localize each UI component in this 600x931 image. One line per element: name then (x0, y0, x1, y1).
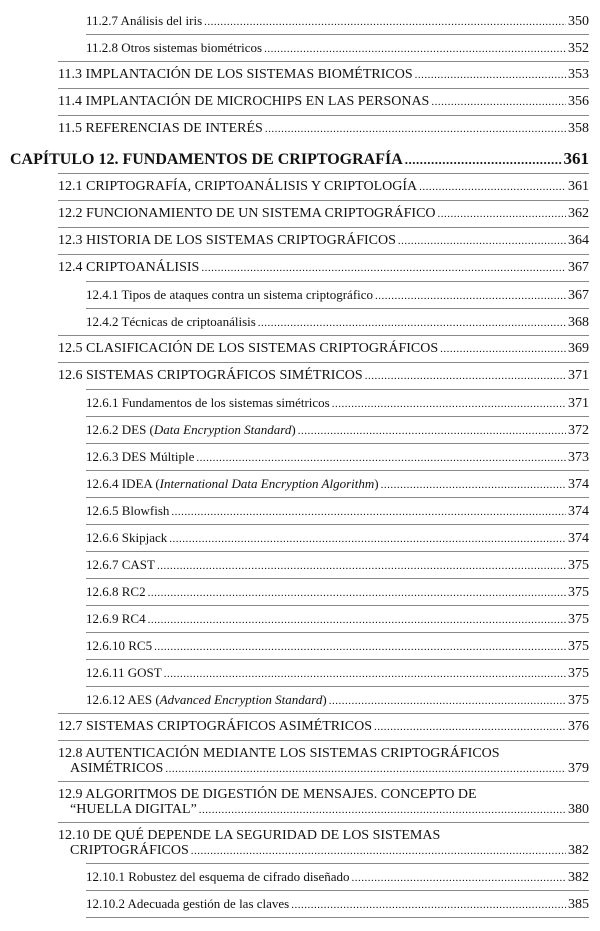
toc-entry-title: 12.4.2 Técnicas de criptoanálisis (86, 314, 256, 329)
toc-entry (86, 13, 589, 30)
toc-entry-title-cont: CRIPTOGRÁFICOS (70, 843, 189, 858)
dot-leader (199, 803, 566, 818)
dot-leader (164, 667, 566, 682)
row-divider (86, 281, 589, 282)
toc-entry-page: 375 (568, 585, 589, 600)
row-divider (86, 308, 589, 309)
toc-entry (86, 40, 589, 57)
toc-entry-page: 374 (568, 504, 589, 519)
toc-entry-title: 12.7 SISTEMAS CRIPTOGRÁFICOS ASIMÉTRICOS (58, 719, 373, 734)
toc-entry (58, 121, 589, 137)
dot-leader (264, 42, 566, 57)
toc-entry (58, 828, 589, 859)
row-divider (86, 863, 589, 864)
toc-entry (58, 260, 589, 276)
row-divider (58, 362, 589, 363)
toc-entry-page: 374 (568, 477, 589, 492)
row-divider (58, 254, 589, 255)
toc-entry-title: 12.8 AUTENTICACIÓN MEDIANTE LOS SISTEMAS CRIPTOGRÁFICOS (58, 746, 500, 761)
toc-entry (86, 692, 589, 709)
toc-entry-title: 12.6 SISTEMAS CRIPTOGRÁFICOS SIMÉTRICOS (58, 368, 363, 383)
toc-entry-title: 12.6.5 Blowfish (86, 503, 170, 518)
row-divider (58, 781, 589, 782)
row-divider (86, 659, 589, 660)
toc-entry (58, 94, 589, 110)
row-divider (58, 61, 589, 62)
toc-entry-title: 11.2.7 Análisis del iris (86, 13, 203, 28)
toc-entry (86, 395, 589, 412)
toc-entry-page: 362 (568, 206, 589, 221)
toc-entry-page: 369 (568, 341, 589, 356)
row-divider (86, 470, 589, 471)
toc-entry-page: 368 (568, 315, 589, 330)
chapter-page: 361 (563, 149, 589, 168)
toc-entry-title: 12.6.1 Fundamentos de los sistemas simétricos (86, 395, 330, 410)
dot-leader (201, 261, 566, 276)
toc-entry (86, 665, 589, 682)
dot-leader (169, 532, 566, 547)
dot-leader (405, 152, 562, 167)
toc-entry-page: 352 (568, 41, 589, 56)
toc-entry-title: 12.6.7 CAST (86, 557, 155, 572)
toc-entry (58, 233, 589, 249)
dot-leader (265, 122, 566, 137)
dot-leader (381, 478, 566, 493)
title-suffix: ) (374, 476, 379, 491)
toc-entry (86, 530, 589, 547)
row-divider (58, 227, 589, 228)
toc-entry (58, 719, 589, 735)
title-italic: International Data Encryption Algorithm (159, 476, 375, 491)
dot-leader (352, 871, 566, 886)
chapter-heading (10, 151, 589, 167)
dot-leader (258, 316, 566, 331)
toc-entry-page: 375 (568, 693, 589, 708)
dot-leader (419, 180, 566, 195)
toc-entry-title: 12.6.11 GOST (86, 665, 162, 680)
toc-entry-title: 12.4.1 Tipos de ataques contra un sistema criptográfico (86, 287, 374, 302)
dot-leader (154, 640, 566, 655)
toc-entry-page: 375 (568, 666, 589, 681)
dot-leader (332, 397, 566, 412)
toc-entry-page: 379 (568, 761, 589, 776)
row-divider (86, 605, 589, 606)
toc-entry-page: 361 (568, 179, 589, 194)
dot-leader (438, 207, 566, 222)
toc-entry-page: 373 (568, 450, 589, 465)
row-divider (58, 173, 589, 174)
dot-leader (329, 694, 566, 709)
title-prefix: 12.6.2 DES ( (86, 422, 154, 437)
dot-leader (431, 95, 566, 110)
row-divider (58, 115, 589, 116)
toc-entry-title: 12.10 DE QUÉ DEPENDE LA SEGURIDAD DE LOS SISTEMAS (58, 828, 441, 843)
toc-entry-title: 11.4 IMPLANTACIÓN DE MICROCHIPS EN LAS PERSONAS (58, 94, 430, 109)
toc-entry (86, 476, 589, 493)
row-divider (86, 443, 589, 444)
toc-entry-title-cont: “HUELLA DIGITAL” (70, 802, 197, 817)
toc-entry-title: 12.1 CRIPTOGRAFÍA, CRIPTOANÁLISIS Y CRIPTOLOGÍA (58, 179, 418, 194)
row-divider (86, 497, 589, 498)
toc-entry-page: 375 (568, 558, 589, 573)
dot-leader (148, 613, 566, 628)
dot-leader (375, 289, 566, 304)
title-prefix: 12.6.12 AES ( (86, 692, 160, 707)
toc-entry-title (86, 422, 296, 437)
toc-entry-title: 11.5 REFERENCIAS DE INTERÉS (58, 121, 263, 136)
toc-entry-page: 367 (568, 260, 589, 275)
dot-leader (291, 898, 566, 913)
toc-entry (86, 611, 589, 628)
toc-entry-page: 382 (568, 870, 589, 885)
dot-leader (440, 342, 566, 357)
row-divider (86, 917, 589, 918)
toc-entry-page: 382 (568, 843, 589, 858)
toc-entry-title: 11.2.8 Otros sistemas biométricos (86, 40, 263, 55)
dot-leader (157, 559, 566, 574)
row-divider (86, 524, 589, 525)
toc-entry-page: 372 (568, 423, 589, 438)
toc-entry-page: 371 (568, 396, 589, 411)
toc-entry-title: 12.6.9 RC4 (86, 611, 146, 626)
row-divider (86, 578, 589, 579)
toc-entry-title: 12.9 ALGORITMOS DE DIGESTIÓN DE MENSAJES. CONCEPTO DE (58, 787, 477, 802)
toc-entry (86, 449, 589, 466)
title-suffix: ) (291, 422, 296, 437)
toc-entry-page: 364 (568, 233, 589, 248)
dot-leader (191, 844, 566, 859)
row-divider (86, 34, 589, 35)
toc-entry-title (86, 692, 327, 707)
toc-entry-page: 385 (568, 897, 589, 912)
toc-entry-page: 375 (568, 639, 589, 654)
toc-entry-page: 374 (568, 531, 589, 546)
chapter-title: CAPÍTULO 12. FUNDAMENTOS DE CRIPTOGRAFÍA (10, 151, 403, 168)
toc-entry-title: 12.6.10 RC5 (86, 638, 153, 653)
toc-entry-title-cont: ASIMÉTRICOS (70, 761, 164, 776)
toc-entry (58, 787, 589, 818)
toc-entry-page: 367 (568, 288, 589, 303)
toc-entry-page: 353 (568, 67, 589, 82)
row-divider (86, 632, 589, 633)
dot-leader (171, 505, 566, 520)
row-divider (86, 890, 589, 891)
toc-entry (86, 869, 589, 886)
row-divider (86, 389, 589, 390)
row-divider (58, 200, 589, 201)
toc-entry (86, 503, 589, 520)
dot-leader (415, 68, 566, 83)
row-divider (58, 740, 589, 741)
toc-entry (86, 422, 589, 439)
dot-leader (374, 720, 566, 735)
toc-entry-title: 12.2 FUNCIONAMIENTO DE UN SISTEMA CRIPTOGRÁFICO (58, 206, 436, 221)
row-divider (58, 822, 589, 823)
toc-entry (58, 746, 589, 777)
toc-entry-title: 12.10.1 Robustez del esquema de cifrado diseñado (86, 869, 350, 884)
row-divider (58, 713, 589, 714)
row-divider (86, 551, 589, 552)
toc-entry (86, 557, 589, 574)
row-divider (58, 88, 589, 89)
toc-entry (58, 206, 589, 222)
toc-entry-title: 12.6.6 Skipjack (86, 530, 168, 545)
row-divider (86, 686, 589, 687)
toc-entry (86, 896, 589, 913)
title-italic: Advanced Encryption Standard (159, 692, 323, 707)
toc-entry-title: 12.5 CLASIFICACIÓN DE LOS SISTEMAS CRIPTOGRÁFICOS (58, 341, 439, 356)
toc-entry-title: 12.10.2 Adecuada gestión de las claves (86, 896, 290, 911)
toc-entry (86, 638, 589, 655)
toc-entry-page: 350 (568, 14, 589, 29)
toc-entry (58, 368, 589, 384)
title-prefix: 12.6.4 IDEA ( (86, 476, 160, 491)
toc-entry-page: 371 (568, 368, 589, 383)
row-divider (58, 335, 589, 336)
toc-entry-title: 11.3 IMPLANTACIÓN DE LOS SISTEMAS BIOMÉTRICOS (58, 67, 413, 82)
toc-entry (86, 584, 589, 601)
dot-leader (165, 762, 566, 777)
row-divider (86, 416, 589, 417)
toc-entry (86, 287, 589, 304)
toc-entry (58, 179, 589, 195)
dot-leader (196, 451, 566, 466)
dot-leader (204, 15, 566, 30)
dot-leader (398, 234, 566, 249)
toc-entry-page: 358 (568, 121, 589, 136)
toc-entry-title: 12.6.8 RC2 (86, 584, 146, 599)
toc-entry (58, 67, 589, 83)
toc-entry-title (86, 476, 379, 491)
toc-entry (58, 341, 589, 357)
toc-entry-title: 12.4 CRIPTOANÁLISIS (58, 260, 200, 275)
toc-entry-title: 12.6.3 DES Múltiple (86, 449, 195, 464)
toc-entry-page: 375 (568, 612, 589, 627)
toc-entry-title: 12.3 HISTORIA DE LOS SISTEMAS CRIPTOGRÁFICOS (58, 233, 396, 248)
toc-entry-page: 356 (568, 94, 589, 109)
title-suffix: ) (322, 692, 327, 707)
dot-leader (298, 424, 566, 439)
toc-entry (86, 314, 589, 331)
dot-leader (365, 369, 566, 384)
dot-leader (148, 586, 566, 601)
title-italic: Data Encryption Standard (153, 422, 292, 437)
toc-entry-page: 380 (568, 802, 589, 817)
toc-entry-page: 376 (568, 719, 589, 734)
